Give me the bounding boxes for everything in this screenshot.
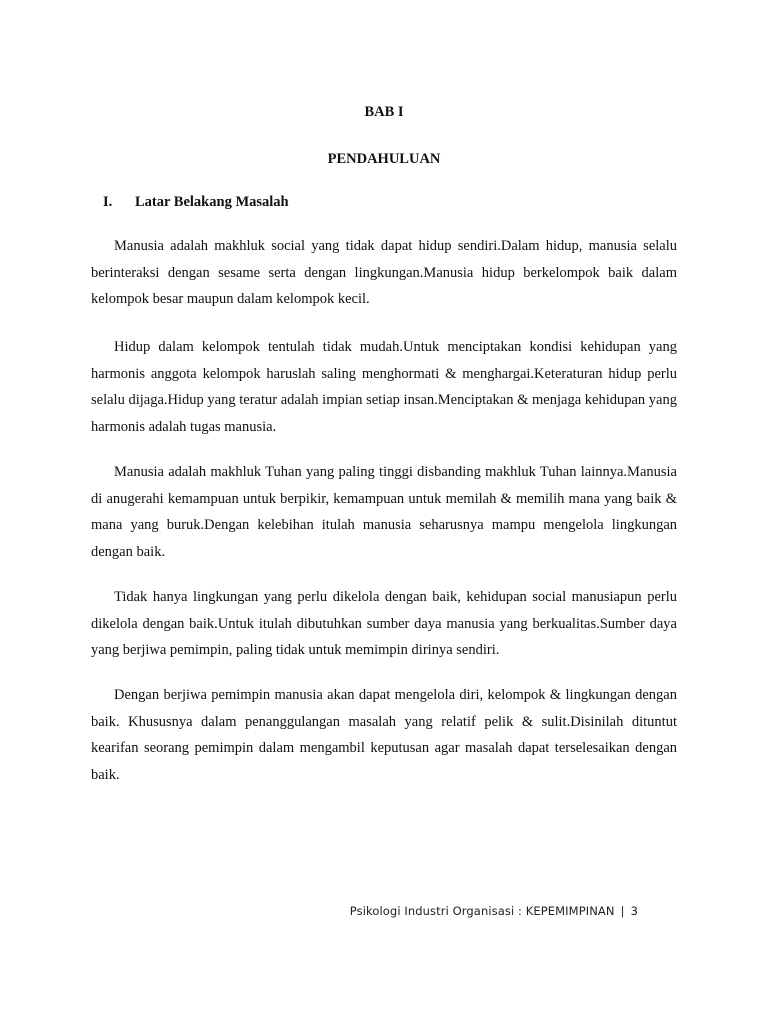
page-footer	[350, 904, 638, 918]
paragraph: Tidak hanya lingkungan yang perlu dikelola dengan baik, kehidupan social manusiapun perlu dikelola dengan baik.Untuk itulah dibutuhkan sumber daya manusia yang berkualitas.Sumber daya yang berjiwa pemimpin, paling tidak untuk memimpin dirinya sendiri.	[91, 589, 677, 658]
section-number: I.	[103, 194, 113, 210]
section-title: Latar Belakang Masalah	[135, 194, 289, 210]
paragraph: Dengan berjiwa pemimpin manusia akan dapat mengelola diri, kelompok & lingkungan dengan baik. Khususnya dalam penanggulangan masalah yang relatif pelik & sulit.Disinilah dituntut kearifan seorang pemimpin dalam mengambil keputusan agar masalah dapat terselesaikan dengan baik.	[91, 687, 677, 783]
footer-separator: |	[620, 904, 625, 918]
chapter-title: PENDAHULUAN	[327, 151, 441, 167]
chapter-heading: BAB I	[364, 104, 404, 120]
paragraph: Hidup dalam kelompok tentulah tidak mudah.Untuk menciptakan kondisi kehidupan yang harmonis anggota kelompok haruslah saling menghormati & menghargai.Keteraturan hidup perlu selalu dijaga.Hidup yang teratur adalah impian setiap insan.Menciptakan & menjaga kehidupan yang harmonis adalah tugas manusia.	[91, 339, 677, 435]
page-number: 3	[630, 904, 638, 918]
paragraph: Manusia adalah makhluk Tuhan yang paling tinggi disbanding makhluk Tuhan lainnya.Manusia di anugerahi kemampuan untuk berpikir, kemampuan untuk memilah & memilih mana yang baik & mana yang buruk.Dengan kelebihan itulah manusia seharusnya mampu mengelola lingkungan dengan baik.	[91, 464, 677, 560]
footer-text: Psikologi Industri Organisasi : KEPEMIMPINAN	[349, 904, 615, 918]
paragraph: Manusia adalah makhluk social yang tidak dapat hidup sendiri.Dalam hidup, manusia selalu berinteraksi dengan sesame serta dengan lingkungan.Manusia hidup berkelompok baik dalam kelompok besar maupun dalam kelompok kecil.	[91, 238, 677, 307]
section-heading	[103, 194, 289, 211]
